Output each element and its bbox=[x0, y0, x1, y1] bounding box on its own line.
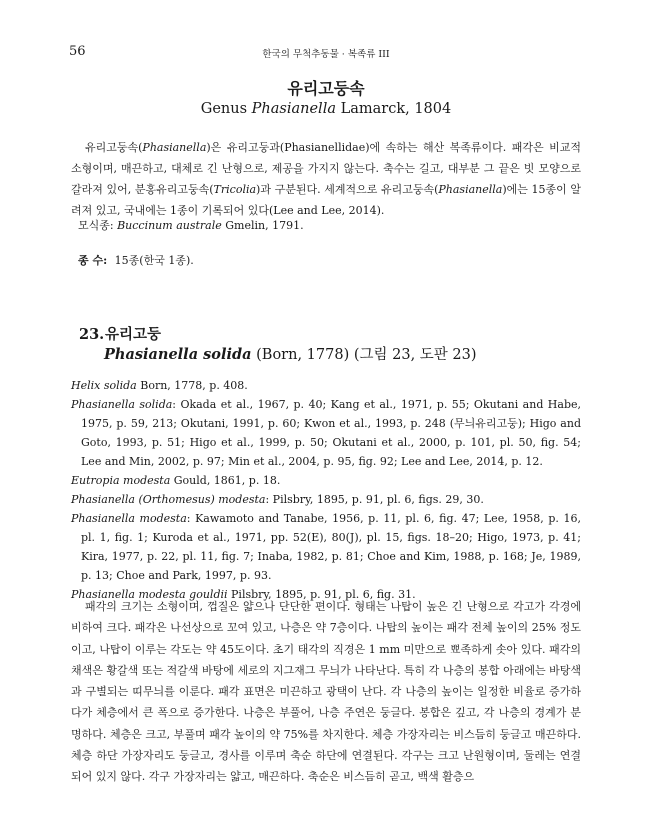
genus-name: Phasianella bbox=[251, 101, 336, 117]
synonym-name: Phasianella modesta bbox=[71, 512, 187, 525]
species-number: 23. bbox=[79, 326, 105, 343]
genus-title-prefix: Genus bbox=[200, 101, 252, 117]
genus-title-korean: 유리고둥속 bbox=[287, 79, 365, 98]
synonymy-entry bbox=[71, 376, 581, 395]
synonym-citations: Born, 1778, p. 408. bbox=[136, 379, 248, 392]
synonym-citations: : Okada et al., 1967, p. 40; Kang et al., 1971, p. 55; Okutani and Habe, 1975, p. 59, 213; Okutani, 1991, p. 60; Kwon et al., 1993, p. 248 (무늬유리고둥); Higo and Goto, 1993, p. 51; Higo et al., 1999, p. 50; Okutani et al., 2000, p. 101, pl. 50, fig. 54; Lee and Min, 2002, p. 97; Min et al., 2004, p. 95, fig. 92; Lee and Lee, 2014, p. 12. bbox=[81, 398, 581, 468]
text-run: )에는 15종이 알려져 있고, 국내에는 bbox=[71, 183, 581, 217]
italic-run: Phasianella bbox=[142, 141, 207, 154]
page-number: 56 bbox=[69, 44, 86, 59]
type-species-author: Gmelin, 1791. bbox=[221, 219, 304, 232]
text-run: 1종이 기록되어 있다(Lee and Lee, 2014). bbox=[170, 204, 385, 217]
synonymy-entry bbox=[71, 490, 581, 509]
synonym-citations: : Pilsbry, 1895, p. 91, pl. 6, figs. 29, 30. bbox=[265, 493, 484, 506]
type-species-name: Buccinum australe bbox=[117, 219, 222, 232]
synonym-name: Phasianella modesta gouldii bbox=[71, 588, 228, 601]
synonymy-entry bbox=[71, 395, 581, 471]
synonym-name: Helix solida bbox=[71, 379, 137, 392]
synonym-name: Phasianella (Orthomesus) modesta bbox=[71, 493, 266, 506]
species-heading bbox=[79, 323, 161, 344]
type-species bbox=[78, 217, 304, 233]
species-korean-name: 유리고둥 bbox=[105, 326, 162, 343]
species-author: (Born, 1778) (그림 23, 도판 23) bbox=[251, 347, 477, 363]
species-count-value: 15종(한국 1종). bbox=[114, 254, 194, 267]
text-run: )과 구분된다. 세계적으로 유리고둥속( bbox=[256, 183, 439, 196]
synonymy-entry bbox=[71, 509, 581, 585]
synonym-name: Phasianella solida bbox=[71, 398, 173, 411]
genus-description bbox=[71, 137, 581, 221]
synonym-citations: : Kawamoto and Tanabe, 1956, p. 11, pl. 6, fig. 47; Lee, 1958, p. 16, pl. 1, fig. 1; Kuroda et al., 1971, pp. 52(E), 80(J), pl. 15, figs. 18–20; Higo, 1973, p. 41; Kira, 1977, p. 22, pl. 11, fig. 7; Inaba, 1982, p. 81; Choe and Kim, 1988, p. 168; Je, 1989, p. 13; Choe and Park, 1997, p. 93. bbox=[81, 512, 581, 582]
italic-run: Tricolia bbox=[213, 183, 257, 196]
genus-author: Lamarck, 1804 bbox=[335, 101, 452, 117]
text-run: 유리고둥속( bbox=[85, 141, 143, 154]
synonymy-entry bbox=[71, 471, 581, 490]
synonym-citations: Pilsbry, 1895, p. 91, pl. 6, fig. 31. bbox=[227, 588, 416, 601]
species-scientific-name: Phasianella solida bbox=[104, 346, 252, 363]
species-description: 패각의 크기는 소형이며, 껍질은 얇으나 단단한 편이다. 형태는 나탑이 높은 긴 난형으로 각고가 각경에 비하여 크다. 패각은 나선상으로 꼬여 있고, 나층은 약 7층이다. 나탑의 높이는 패각 전체 높이의 25% 정도이고, 나탑이 이루는 각도는 약 45도이다. 초기 태각의 직경은 1 mm 미만으로 뾰족하게 솟아 있다. 패각의 채색은 황갈색 또는 적갈색 바탕에 세로의 지그재그 무늬가 나타난다. 특히 각 나층의 봉합 아래에는 바탕색과 구별되는 띠무늬를 이룬다. 패각 표면은 미끈하고 광택이 난다. 각 나층의 높이는 일정한 비율로 증가하다가 체층에서 큰 폭으로 증가한다. 나층은 부풀어, 나층 주연은 둥글다. 봉합은 깊고, 각 나층의 경계가 분명하다. 체층은 크고, 부풀며 패각 높이의 약 75%를 차지한다. 체층 가장자리는 비스듬히 둥글고 매끈하다. 체층 하단 가장자리도 둥글고, 경사를 이루며 축순 하단에 연결된다. 각구는 크고 난원형이며, 둘레는 연결되어 있지 않다. 각구 가장자리는 얇고, 매끈하다. 축순은 비스듬히 곧고, 백색 활층으 bbox=[71, 600, 581, 784]
genus-title bbox=[0, 101, 652, 117]
species-scientific-heading bbox=[104, 343, 477, 364]
text-run: )은 유리고둥과(Phasianellidae)에 속하는 해산 복족류이다. 패각은 비교적 소형이며, 매끈하고, 대체로 긴 난형으로, 제공을 가지지 않는다. 축수는 길고, 대부분 그 끝은 빗 모양으로 갈라져 있어, 분홍유리고둥속( bbox=[71, 141, 581, 196]
species-count bbox=[78, 252, 194, 268]
synonym-citations: Gould, 1861, p. 18. bbox=[170, 474, 281, 487]
running-head: 한국의 무척추동물 · 복족류 III bbox=[262, 49, 390, 60]
type-species-label: 모식종: bbox=[78, 219, 114, 232]
species-count-label: 종 수: bbox=[78, 254, 108, 267]
synonymy-list bbox=[71, 376, 581, 604]
synonym-name: Eutropia modesta bbox=[71, 474, 171, 487]
italic-run: Phasianella bbox=[438, 183, 503, 196]
